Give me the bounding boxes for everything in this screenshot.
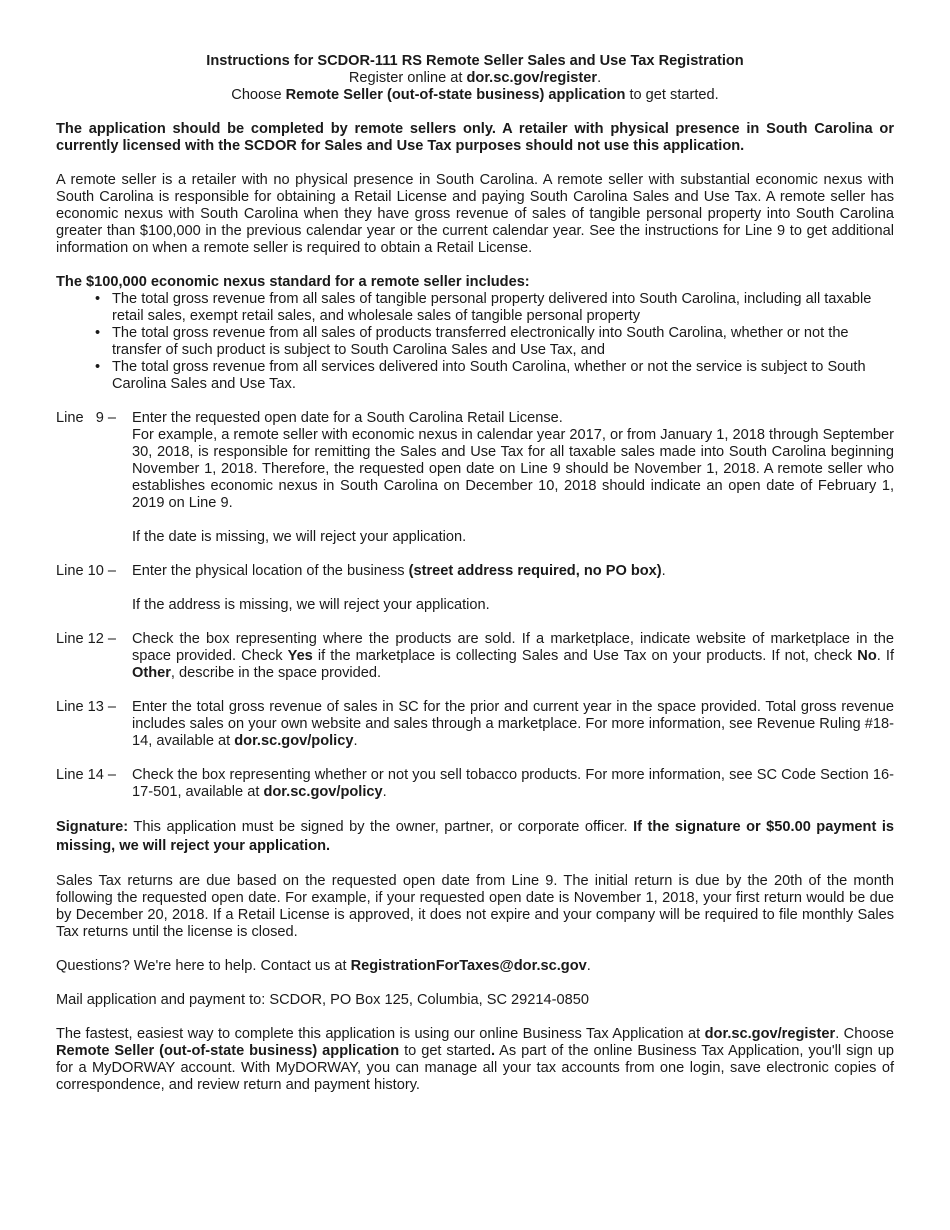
line-13-label: Line 13 – — [56, 699, 117, 715]
choose-prefix: Choose — [231, 87, 286, 103]
returns-paragraph: Sales Tax returns are due based on the requested open date from Line 9. The initial return is due by the 20th of the month following the requested open date. For example, if your requested open date is November 1, 2018, your first return would be due by December 20, 2018. If a Retail License is approved, it does not expire and your company will be required to file monthly Sales Tax returns until the license is closed. — [56, 873, 894, 940]
nexus-item-1: • The total gross revenue from all sales of tangible personal property delivered into South Carolina, including all taxable retail sales, exempt retail sales, and wholesale sales of tangible personal property — [112, 291, 894, 325]
intro-paragraph: A remote seller is a retailer with no physical presence in South Carolina. A remote seller with substantial economic nexus with South Carolina is responsible for obtaining a Retail License and paying South Carolina Sales and Use Tax. A remote seller has economic nexus with South Carolina when they have gross revenue of sales of tangible personal property into South Carolina greater than $100,000 in the previous calendar year or the current calendar year. See the instructions for Line 9 to get additional information on when a remote seller is required to obtain a Retail License. — [56, 172, 894, 256]
nexus-list — [56, 291, 894, 393]
register-line — [56, 70, 894, 87]
line-12-instructions — [56, 631, 894, 682]
line-10-label: Line 10 – — [56, 563, 117, 579]
line-10-instructions — [56, 563, 894, 614]
line-12-other: Other — [132, 665, 171, 681]
signature-text: This application must be signed by the owner, partner, or corporate officer. — [128, 819, 634, 835]
line-12-t1: Check the box representing where the products are sold. If a marketplace, indicate website of marketplace in the space provided. Check — [132, 631, 894, 664]
questions-prefix: Questions? We're here to help. Contact us at — [56, 958, 351, 974]
signature-warning: If the signature or $50.00 payment is missing, we will reject your application. — [56, 819, 894, 854]
line-13-body — [132, 699, 894, 750]
line-14-policy-link[interactable]: dor.sc.gov/policy — [263, 784, 383, 800]
line-12-label: Line 12 – — [56, 631, 117, 647]
online-dot: . — [491, 1043, 496, 1059]
line-10-suffix: . — [661, 563, 666, 579]
line-14-label: Line 14 – — [56, 767, 117, 783]
remote-seller-warning — [56, 121, 894, 155]
document-header — [56, 53, 894, 104]
line-9-text-1: Enter the requested open date for a South Carolina Retail License. — [132, 410, 563, 426]
nexus-heading — [56, 274, 894, 291]
online-t2: . Choose — [835, 1026, 894, 1042]
line-14-t2: . — [382, 784, 387, 800]
choose-application-name: Remote Seller (out-of-state business) application — [285, 87, 626, 103]
signature-paragraph — [56, 818, 894, 856]
line-13-policy-link[interactable]: dor.sc.gov/policy — [234, 733, 354, 749]
document-title: Instructions for SCDOR-111 RS Remote Seller Sales and Use Tax Registration — [206, 53, 744, 69]
register-link[interactable]: dor.sc.gov/register — [466, 70, 598, 86]
line-12-body — [132, 631, 894, 682]
line-10-prefix: Enter the physical location of the business — [132, 563, 409, 579]
line-10-bold: (street address required, no PO box) — [408, 563, 662, 579]
register-prefix: Register online at — [348, 70, 467, 86]
online-t1: The fastest, easiest way to complete this application is using our online Business Tax Application at — [56, 1026, 705, 1042]
line-10-missing-note: If the address is missing, we will reject your application. — [132, 597, 490, 613]
online-t3: to get started — [399, 1043, 492, 1059]
line-12-t3: . If — [876, 648, 895, 664]
line-10-body — [132, 563, 894, 614]
choose-suffix: to get started. — [625, 87, 719, 103]
line-12-t4: , describe in the space provided. — [170, 665, 382, 681]
nexus-heading-text: The $100,000 economic nexus standard for a remote seller includes: — [56, 274, 530, 290]
line-14-instructions — [56, 767, 894, 801]
nexus-item-3: • The total gross revenue from all services delivered into South Carolina, whether or not the service is subject to South Carolina Sales and Use Tax. — [112, 359, 894, 393]
line-12-no: No — [857, 648, 877, 664]
line-13-t1: Enter the total gross revenue of sales in SC for the prior and current year in the space provided. Total gross revenue includes sales on your own website and sales through a marketplace. For more information, see Revenue Ruling #18-14, available at — [132, 699, 894, 749]
line-14-body — [132, 767, 894, 801]
questions-suffix: . — [586, 958, 591, 974]
line-12-t2: if the marketplace is collecting Sales and Use Tax on your products. If not, check — [312, 648, 858, 664]
nexus-item-2: • The total gross revenue from all sales of products transferred electronically into South Carolina, whether or not the transfer of such product is subject to South Carolina Sales and Use Tax, and — [112, 325, 894, 359]
line-13-instructions — [56, 699, 894, 750]
choose-line — [56, 87, 894, 104]
register-suffix: . — [597, 70, 602, 86]
questions-line — [56, 958, 894, 975]
warning-text: The application should be completed by remote sellers only. A retailer with physical presence in South Carolina or currently licensed with the SCDOR for Sales and Use Tax purposes should not use this application. — [56, 121, 894, 154]
line-9-instructions — [56, 410, 894, 546]
online-t4: As part of the online Business Tax Application, you'll sign up for a MyDORWAY account. With MyDORWAY, you can manage all your tax accounts from one login, save electronic copies of correspondence, and review return and payment history. — [56, 1043, 894, 1093]
line-10-text-1 — [132, 563, 894, 580]
online-register-link[interactable]: dor.sc.gov/register — [704, 1026, 836, 1042]
line-13-t2: . — [353, 733, 358, 749]
line-9-body — [132, 410, 894, 546]
signature-label: Signature: — [56, 819, 129, 835]
line-9-missing-note: If the date is missing, we will reject your application. — [132, 529, 467, 545]
line-9-label: Line 9 – — [56, 410, 117, 426]
mail-address-line: Mail application and payment to: SCDOR, PO Box 125, Columbia, SC 29214-0850 — [56, 992, 589, 1008]
line-12-yes: Yes — [287, 648, 313, 664]
line-9-example: For example, a remote seller with economic nexus in calendar year 2017, or from January 1, 2018 through September 30, 2018, is responsible for remitting the Sales and Use Tax for all taxable sales made into South Carolina beginning November 1, 2018. Therefore, the requested open date on Line 9 should be November 1, 2018. A remote seller who establishes economic nexus in South Carolina on December 10, 2018 should indicate an open date of February 1, 2019 on Line 9. — [132, 427, 894, 511]
line-14-t1: Check the box representing whether or not you sell tobacco products. For more information, see SC Code Section 16-17-501, available at — [132, 767, 894, 800]
online-application-paragraph — [56, 1026, 894, 1094]
contact-email-link[interactable]: RegistrationForTaxes@dor.sc.gov — [350, 958, 587, 974]
online-application-name: Remote Seller (out-of-state business) application — [56, 1043, 400, 1059]
